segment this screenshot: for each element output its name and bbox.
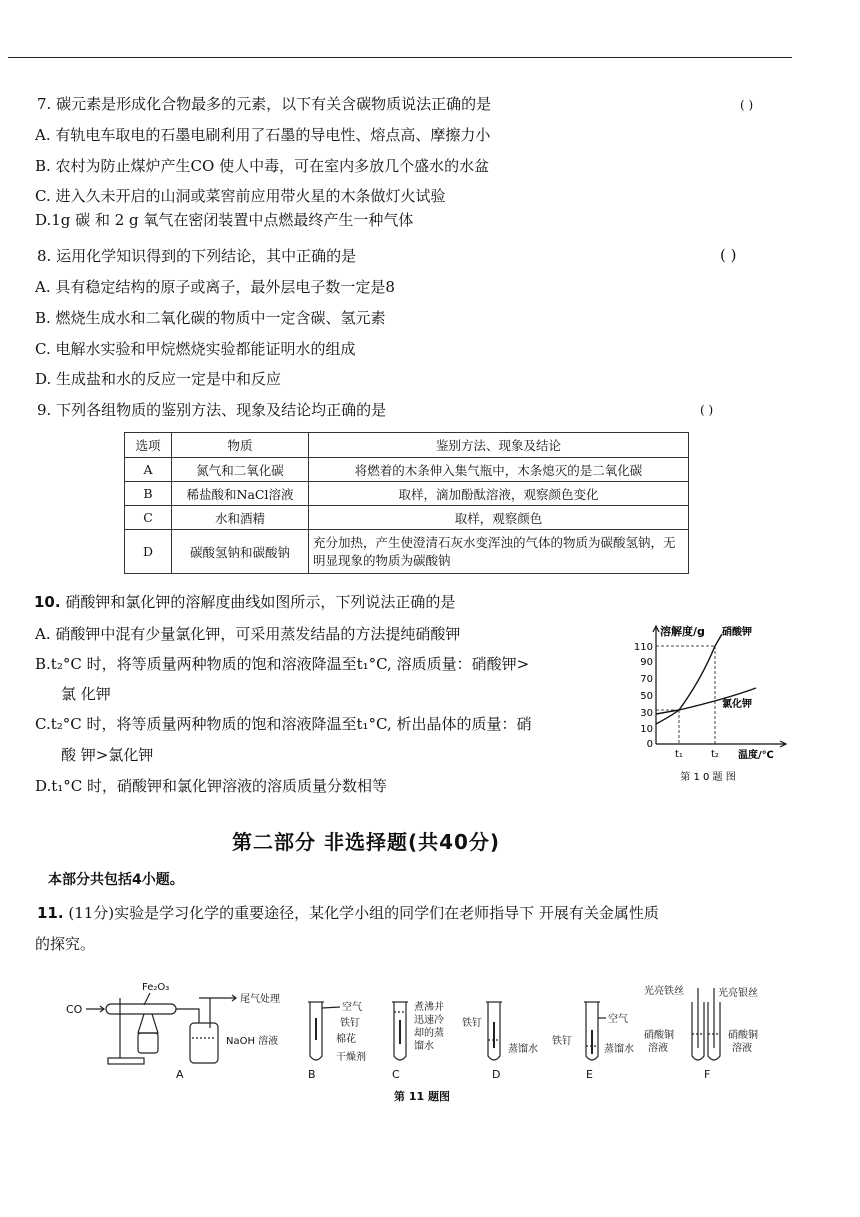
solubility-chart bbox=[626, 620, 790, 788]
fe2o3-pointer bbox=[144, 993, 150, 1005]
iron-wire-label: 光亮铁丝 bbox=[644, 986, 684, 997]
test-tube-c bbox=[392, 1000, 444, 1081]
nail-label: 铁钉 bbox=[340, 1018, 360, 1029]
y-tick-label: 30 bbox=[640, 708, 653, 719]
cu-nitrate-label-right-2: 溶液 bbox=[732, 1043, 752, 1054]
test-tube-e bbox=[552, 1002, 634, 1081]
part2-intro: 本部分共包括4小题。 bbox=[48, 872, 184, 888]
table-header-cell: 物质 bbox=[172, 433, 309, 458]
q10-option-b-line2: 氯 化钾 bbox=[61, 685, 111, 703]
boiled-water-label-2: 迅速冷 bbox=[414, 1015, 444, 1026]
table-cell: B bbox=[125, 482, 172, 506]
q10-option-c-line1: C.t₂°C 时，将等质量两种物质的饱和溶液降温至t₁°C, 析出晶体的质量：硝 bbox=[35, 715, 532, 733]
table-header-row bbox=[125, 433, 689, 458]
distilled-water-label: 蒸馏水 bbox=[508, 1044, 538, 1055]
q7-option-d: D.1g 碳 和 2 g 氧气在密闭装置中点燃最终产生一种气体 bbox=[35, 211, 414, 229]
table-cell: 水和酒精 bbox=[172, 506, 309, 530]
q7-option-c: C. 进入久未开启的山洞或菜窖前应用带火星的木条做灯火试验 bbox=[35, 187, 446, 205]
q10-number: 10. bbox=[34, 593, 61, 611]
table-cell: D bbox=[125, 530, 172, 574]
series2-label: 氯化钾 bbox=[722, 699, 752, 710]
q8-option-c: C. 电解水实验和甲烷燃烧实验都能证明水的组成 bbox=[35, 340, 356, 358]
fe2o3-label: Fe₂O₃ bbox=[142, 982, 170, 993]
figure-label-b: B bbox=[308, 1068, 316, 1081]
stand-base bbox=[108, 1058, 144, 1064]
boiled-water-label-1: 煮沸并 bbox=[414, 1002, 444, 1013]
q8-option-a: A. 具有稳定结构的原子或离子，最外层电子数一定是8 bbox=[35, 278, 395, 296]
test-tubes-f bbox=[644, 984, 758, 1081]
x-tick-label: t₂ bbox=[711, 749, 719, 760]
table-header-cell: 鉴别方法、现象及结论 bbox=[309, 433, 689, 458]
air-label: 空气 bbox=[608, 1014, 628, 1025]
boiled-water-label-3: 却的蒸 bbox=[414, 1028, 444, 1039]
distilled-water-label: 蒸馏水 bbox=[604, 1044, 634, 1055]
pointer bbox=[322, 1007, 340, 1008]
table-cell: 稀盐酸和NaCl溶液 bbox=[172, 482, 309, 506]
figure-label-c: C bbox=[392, 1068, 400, 1081]
cu-nitrate-label-left-2: 溶液 bbox=[648, 1043, 668, 1054]
q8-option-b: B. 燃烧生成水和二氧化碳的物质中一定含碳、氢元素 bbox=[35, 309, 386, 327]
y-axis-label: 溶解度/g bbox=[660, 625, 705, 638]
table-cell: 将燃着的木条伸入集气瓶中，木条熄灭的是二氧化碳 bbox=[309, 458, 689, 482]
figure-label-e: E bbox=[586, 1068, 593, 1081]
cu-nitrate-label-left-1: 硝酸铜 bbox=[644, 1030, 674, 1041]
chart-caption: 第 1 0 题 图 bbox=[680, 772, 736, 783]
series1-label: 硝酸钾 bbox=[722, 627, 752, 638]
test-tube-d bbox=[462, 1002, 538, 1081]
part2-title: 第二部分 非选择题(共40分) bbox=[232, 830, 501, 854]
q11-apparatus-figure bbox=[64, 978, 794, 1104]
table-cell: 取样，观察颜色 bbox=[309, 506, 689, 530]
y-tick-label: 70 bbox=[640, 674, 653, 685]
lamp-flame bbox=[138, 1014, 158, 1033]
table-cell: 氮气和二氧化碳 bbox=[172, 458, 309, 482]
q10-option-a: A. 硝酸钾中混有少量氯化钾，可采用蒸发结晶的方法提纯硝酸钾 bbox=[35, 625, 461, 643]
table-row bbox=[125, 506, 689, 530]
table-row bbox=[125, 482, 689, 506]
alcohol-lamp bbox=[138, 1033, 158, 1053]
cotton-label: 棉花 bbox=[336, 1034, 356, 1045]
y-tick-label: 110 bbox=[633, 642, 653, 653]
table-row bbox=[125, 458, 689, 482]
figure-label-d: D bbox=[492, 1068, 501, 1081]
x-tick-label: t₁ bbox=[675, 749, 683, 760]
figure-label-f: F bbox=[704, 1068, 711, 1081]
table-cell: C bbox=[125, 506, 172, 530]
y-tick-label: 50 bbox=[640, 691, 653, 702]
table-cell: 碳酸氢钠和碳酸钠 bbox=[172, 530, 309, 574]
figure-label-a: A bbox=[176, 1068, 184, 1081]
naoh-label: NaOH 溶液 bbox=[226, 1036, 279, 1047]
silver-wire-label: 光亮银丝 bbox=[718, 988, 758, 999]
q9-table bbox=[124, 432, 689, 574]
y-tick-label: 10 bbox=[640, 724, 653, 735]
q10-option-d: D.t₁°C 时，硝酸钾和氯化钾溶液的溶质质量分数相等 bbox=[35, 777, 388, 795]
q7-option-b: B. 农村为防止煤炉产生CO 使人中毒，可在室内多放几个盛水的水盆 bbox=[35, 157, 490, 175]
x-axis-label: 温度/℃ bbox=[738, 750, 774, 761]
series1-curve bbox=[656, 634, 722, 724]
q10-option-c-line2: 酸 钾>氯化钾 bbox=[61, 746, 154, 764]
connecting-tube bbox=[176, 1009, 199, 1023]
boiled-water-label-4: 馏水 bbox=[414, 1041, 434, 1052]
table-header-cell: 选项 bbox=[125, 433, 172, 458]
table-cell: 充分加热，产生使澄清石灰水变浑浊的气体的物质为碳酸氢钠，无明显现象的物质为碳酸钠 bbox=[309, 530, 689, 574]
q10-option-b-line1: B.t₂°C 时，将等质量两种物质的饱和溶液降温至t₁°C, 溶质质量：硝酸钾> bbox=[35, 655, 530, 673]
q10-stem-text: 硝酸钾和氯化钾的溶解度曲线如图所示，下列说法正确的是 bbox=[65, 593, 456, 611]
q7-option-a: A. 有轨电车取电的石墨电刷利用了石墨的导电性、熔点高、摩擦力小 bbox=[35, 126, 491, 144]
figure-caption: 第 11 题图 bbox=[394, 1090, 450, 1103]
q7-stem: 7. 碳元素是形成化合物最多的元素，以下有关含碳物质说法正确的是 bbox=[37, 95, 492, 113]
q7-answer-paren: ( ) bbox=[740, 98, 754, 112]
q9-stem: 9. 下列各组物质的鉴别方法、现象及结论均正确的是 bbox=[37, 401, 387, 419]
air-label: 空气 bbox=[342, 1002, 362, 1013]
q8-option-d: D. 生成盐和水的反应一定是中和反应 bbox=[35, 370, 282, 388]
y-tick-label: 0 bbox=[646, 739, 653, 750]
q11-text-line2: 的探究。 bbox=[35, 935, 96, 953]
q8-stem: 8. 运用化学知识得到的下列结论，其中正确的是 bbox=[37, 247, 357, 265]
table-cell: 取样，滴加酚酞溶液，观察颜色变化 bbox=[309, 482, 689, 506]
q8-answer-paren: ( ) bbox=[720, 246, 737, 264]
y-tick-label: 90 bbox=[640, 657, 653, 668]
nail-label: 铁钉 bbox=[552, 1036, 572, 1047]
table-cell: A bbox=[125, 458, 172, 482]
desiccant-label: 干燥剂 bbox=[336, 1052, 366, 1063]
q11-number: 11. bbox=[37, 904, 64, 922]
test-tube-b bbox=[308, 1000, 366, 1081]
table-row bbox=[125, 530, 689, 574]
q11-text: (11分)实验是学习化学的重要途径，某化学小组的同学们在老师指导下 开展有关金属性质 bbox=[68, 904, 659, 922]
q11-text-line1 bbox=[37, 903, 659, 923]
tail-gas-label: 尾气处理 bbox=[240, 994, 280, 1005]
apparatus-a bbox=[66, 982, 280, 1081]
nail-label: 铁钉 bbox=[462, 1018, 482, 1029]
co-label: CO bbox=[66, 1003, 83, 1016]
wash-bottle bbox=[190, 1023, 218, 1063]
glass-tube bbox=[106, 1004, 176, 1014]
top-rule bbox=[8, 57, 792, 58]
q10-stem bbox=[34, 592, 455, 612]
cu-nitrate-label-right-1: 硝酸铜 bbox=[728, 1030, 758, 1041]
q9-answer-paren: ( ) bbox=[700, 403, 714, 417]
